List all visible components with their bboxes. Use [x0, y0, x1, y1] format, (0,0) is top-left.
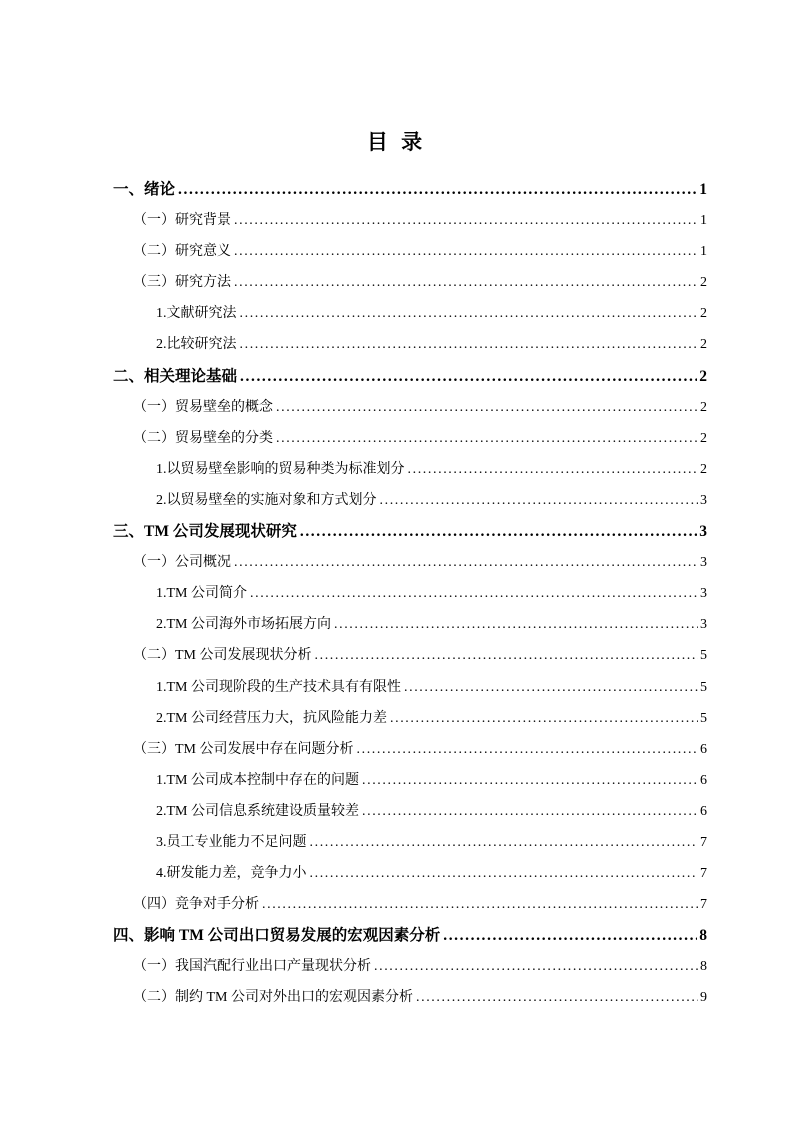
toc-entry[interactable]: [113, 174, 707, 205]
dot-leader: [300, 516, 697, 547]
toc-entry[interactable]: [113, 485, 707, 516]
toc-entry-label: 2.TM 公司信息系统建设质量较差: [156, 803, 359, 819]
toc-entry[interactable]: [113, 796, 707, 827]
dot-leader: [240, 361, 697, 392]
toc-entry[interactable]: [113, 827, 707, 858]
dot-leader: [390, 703, 698, 734]
toc-entry[interactable]: [113, 889, 707, 920]
toc-entry-label: 4.研发能力差，竞争力小: [156, 866, 307, 882]
toc-entry[interactable]: [113, 267, 707, 298]
toc-entry[interactable]: [113, 765, 707, 796]
toc-entry-label: （一）贸易壁垒的概念: [133, 399, 273, 415]
toc-entry-label: 四、影响 TM 公司出口贸易发展的宏观因素分析: [113, 927, 441, 945]
toc-entry[interactable]: [113, 329, 707, 360]
toc-entry-label: 1.以贸易壁垒影响的贸易种类为标准划分: [156, 461, 405, 477]
toc-list: [113, 174, 707, 1014]
toc-entry-page: 6: [700, 772, 707, 788]
toc-entry-page: 7: [700, 834, 707, 850]
toc-entry[interactable]: [113, 423, 707, 454]
toc-entry-page: 9: [700, 990, 707, 1006]
toc-entry[interactable]: [113, 547, 707, 578]
toc-entry-page: 2: [700, 337, 707, 353]
toc-entry-page: 2: [700, 275, 707, 291]
toc-entry-label: （一）公司概况: [133, 555, 231, 571]
toc-entry-page: 5: [700, 648, 707, 664]
toc-entry-label: （二）制约 TM 公司对外出口的宏观因素分析: [133, 990, 413, 1006]
toc-entry[interactable]: [113, 640, 707, 671]
toc-entry-page: 6: [700, 803, 707, 819]
toc-entry-label: 二、相关理论基础: [113, 367, 238, 385]
toc-entry[interactable]: [113, 578, 707, 609]
toc-entry[interactable]: [113, 454, 707, 485]
toc-entry-label: 1.文献研究法: [156, 306, 237, 322]
dot-leader: [234, 205, 698, 236]
toc-entry-label: （四）竞争对手分析: [133, 897, 259, 913]
toc-entry-label: 三、TM 公司发展现状研究: [113, 523, 297, 541]
dot-leader: [310, 827, 699, 858]
dot-leader: [416, 982, 698, 1013]
toc-entry-page: 7: [700, 866, 707, 882]
dot-leader: [334, 609, 698, 640]
dot-leader: [234, 267, 698, 298]
toc-entry-label: （三）研究方法: [133, 275, 231, 291]
toc-entry-label: 1.TM 公司成本控制中存在的问题: [156, 772, 359, 788]
dot-leader: [310, 858, 699, 889]
toc-entry[interactable]: [113, 236, 707, 267]
dot-leader: [404, 672, 698, 703]
toc-entry-label: 3.员工专业能力不足问题: [156, 834, 307, 850]
toc-entry-label: （三）TM 公司发展中存在问题分析: [133, 741, 354, 757]
toc-entry-page: 3: [700, 555, 707, 571]
toc-entry[interactable]: [113, 298, 707, 329]
toc-entry-label: （二）研究意义: [133, 244, 231, 260]
toc-entry-page: 3: [700, 586, 707, 602]
dot-leader: [362, 765, 698, 796]
toc-entry[interactable]: [113, 516, 707, 547]
toc-entry-page: 3: [700, 492, 707, 508]
toc-entry-page: 3: [699, 523, 707, 541]
toc-entry[interactable]: [113, 734, 707, 765]
toc-entry-page: 2: [700, 430, 707, 446]
toc-entry-page: 1: [699, 181, 707, 198]
toc-entry-page: 3: [700, 617, 707, 633]
dot-leader: [234, 547, 698, 578]
toc-entry[interactable]: [113, 858, 707, 889]
toc-entry-label: （一）我国汽配行业出口产量现状分析: [133, 959, 371, 975]
toc-entry[interactable]: [113, 951, 707, 982]
toc-entry[interactable]: [113, 361, 707, 392]
toc-entry-label: 2.TM 公司经营压力大，抗风险能力差: [156, 710, 387, 726]
toc-entry-page: 1: [700, 244, 707, 260]
toc-entry-page: 8: [699, 927, 707, 945]
toc-entry[interactable]: [113, 205, 707, 236]
toc-entry[interactable]: [113, 982, 707, 1013]
toc-entry[interactable]: [113, 920, 707, 951]
dot-leader: [315, 640, 699, 671]
toc-entry-label: 1.TM 公司简介: [156, 586, 247, 602]
dot-leader: [250, 578, 698, 609]
dot-leader: [408, 454, 699, 485]
toc-entry-page: 5: [700, 679, 707, 695]
dot-leader: [357, 734, 699, 765]
dot-leader: [374, 951, 698, 982]
dot-leader: [240, 329, 699, 360]
toc-entry[interactable]: [113, 392, 707, 423]
toc-entry-page: 2: [700, 306, 707, 322]
dot-leader: [276, 392, 698, 423]
dot-leader: [178, 174, 697, 205]
toc-entry-page: 2: [699, 367, 707, 385]
toc-entry-label: 一、绪论: [113, 181, 176, 198]
toc-entry-page: 8: [700, 959, 707, 975]
dot-leader: [276, 423, 698, 454]
toc-entry[interactable]: [113, 672, 707, 703]
toc-entry-page: 6: [700, 741, 707, 757]
dot-leader: [262, 889, 698, 920]
toc-entry[interactable]: [113, 609, 707, 640]
toc-entry-label: 2.比较研究法: [156, 337, 237, 353]
toc-entry-label: （二）贸易壁垒的分类: [133, 430, 273, 446]
toc-entry-label: （一）研究背景: [133, 213, 231, 229]
toc-entry-label: 2.TM 公司海外市场拓展方向: [156, 617, 331, 633]
toc-entry-label: 1.TM 公司现阶段的生产技术具有有限性: [156, 679, 401, 695]
toc-entry-page: 2: [700, 461, 707, 477]
toc-entry-page: 5: [700, 710, 707, 726]
dot-leader: [443, 920, 697, 951]
dot-leader: [380, 485, 699, 516]
toc-entry-label: 2.以贸易壁垒的实施对象和方式划分: [156, 492, 377, 508]
toc-entry-page: 1: [700, 213, 707, 229]
toc-entry[interactable]: [113, 703, 707, 734]
toc-entry-page: 7: [700, 897, 707, 913]
toc-entry-label: （二）TM 公司发展现状分析: [133, 648, 312, 664]
dot-leader: [362, 796, 698, 827]
page-title: 目 录: [366, 130, 427, 154]
dot-leader: [234, 236, 698, 267]
toc-entry-page: 2: [700, 399, 707, 415]
dot-leader: [240, 298, 699, 329]
